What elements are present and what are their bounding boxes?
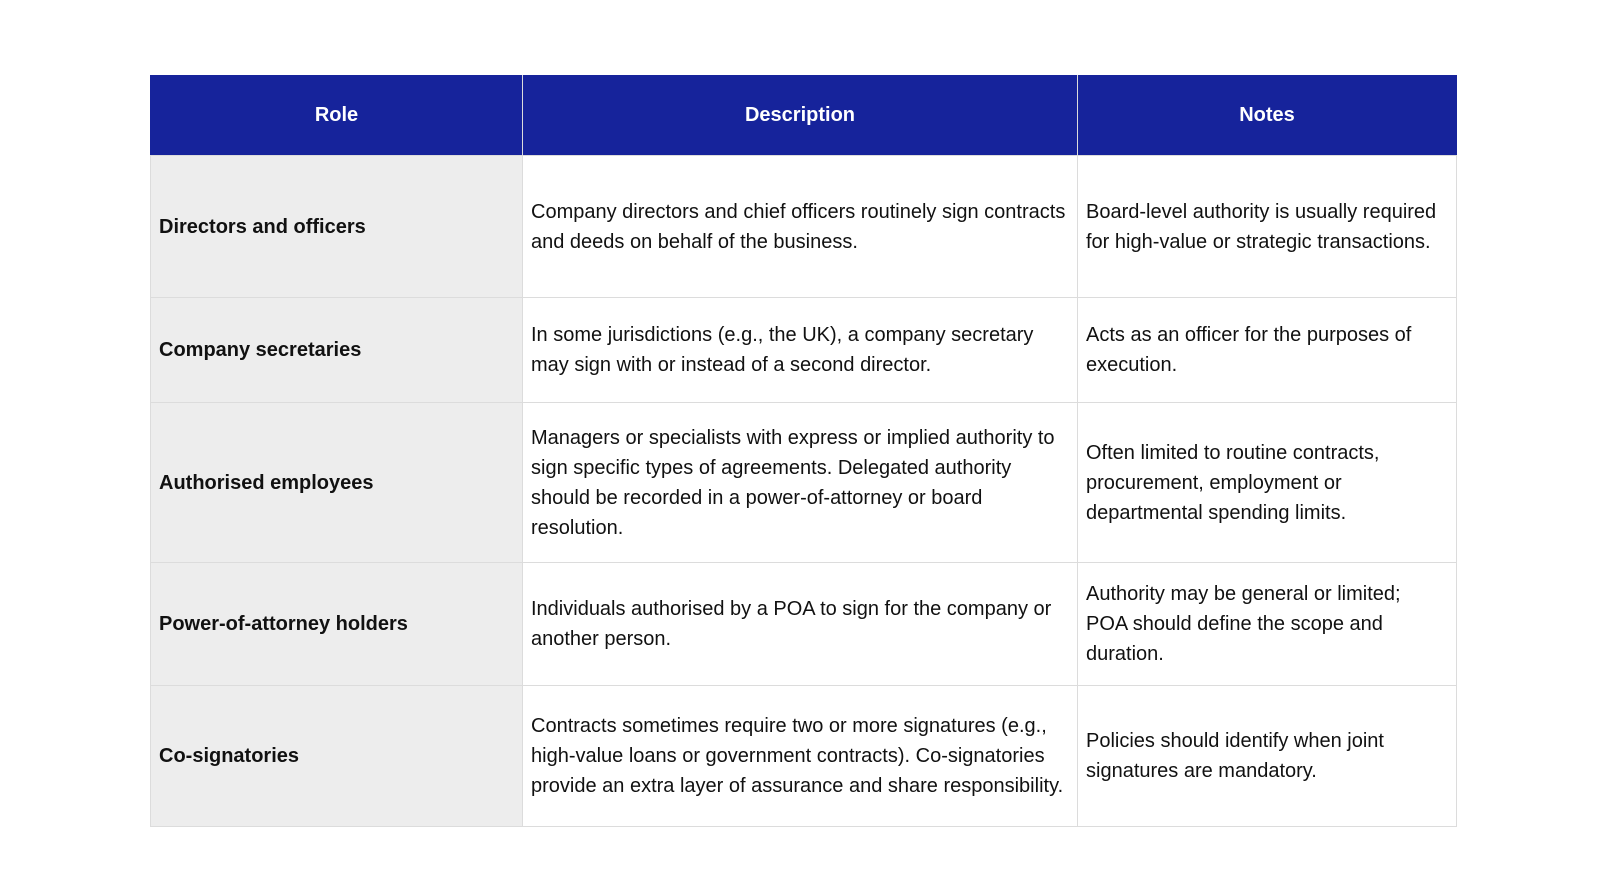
- table-header: [151, 76, 1457, 156]
- header-role: Role: [151, 76, 523, 156]
- role-cell: Company secretaries: [151, 298, 523, 403]
- notes-cell: Acts as an officer for the purposes of execution.: [1078, 298, 1457, 403]
- role-cell: Co-signatories: [151, 686, 523, 827]
- table-row: [151, 686, 1457, 827]
- description-cell: Individuals authorised by a POA to sign for the company or another person.: [523, 563, 1078, 686]
- table-body: [151, 156, 1457, 827]
- description-cell: Contracts sometimes require two or more signatures (e.g., high-value loans or government contracts). Co-signatories provide an extra layer of assurance and share responsibility.: [523, 686, 1078, 827]
- table-row: [151, 403, 1457, 563]
- table-row: [151, 563, 1457, 686]
- notes-cell: Board-level authority is usually required for high-value or strategic transactions.: [1078, 156, 1457, 298]
- signatory-roles-table: [150, 75, 1457, 827]
- signatory-roles-table-wrapper: [150, 75, 1456, 827]
- header-notes: Notes: [1078, 76, 1457, 156]
- notes-cell: Policies should identify when joint signatures are mandatory.: [1078, 686, 1457, 827]
- notes-cell: Authority may be general or limited; POA should define the scope and duration.: [1078, 563, 1457, 686]
- notes-cell: Often limited to routine contracts, procurement, employment or departmental spending limits.: [1078, 403, 1457, 563]
- role-cell: Power-of-attorney holders: [151, 563, 523, 686]
- description-cell: Managers or specialists with express or implied authority to sign specific types of agreements. Delegated authority should be recorded in a power-of-attorney or board resolution.: [523, 403, 1078, 563]
- header-description: Description: [523, 76, 1078, 156]
- role-cell: Authorised employees: [151, 403, 523, 563]
- description-cell: In some jurisdictions (e.g., the UK), a company secretary may sign with or instead of a second director.: [523, 298, 1078, 403]
- table-row: [151, 298, 1457, 403]
- table-row: [151, 156, 1457, 298]
- description-cell: Company directors and chief officers routinely sign contracts and deeds on behalf of the business.: [523, 156, 1078, 298]
- header-row: [151, 76, 1457, 156]
- role-cell: Directors and officers: [151, 156, 523, 298]
